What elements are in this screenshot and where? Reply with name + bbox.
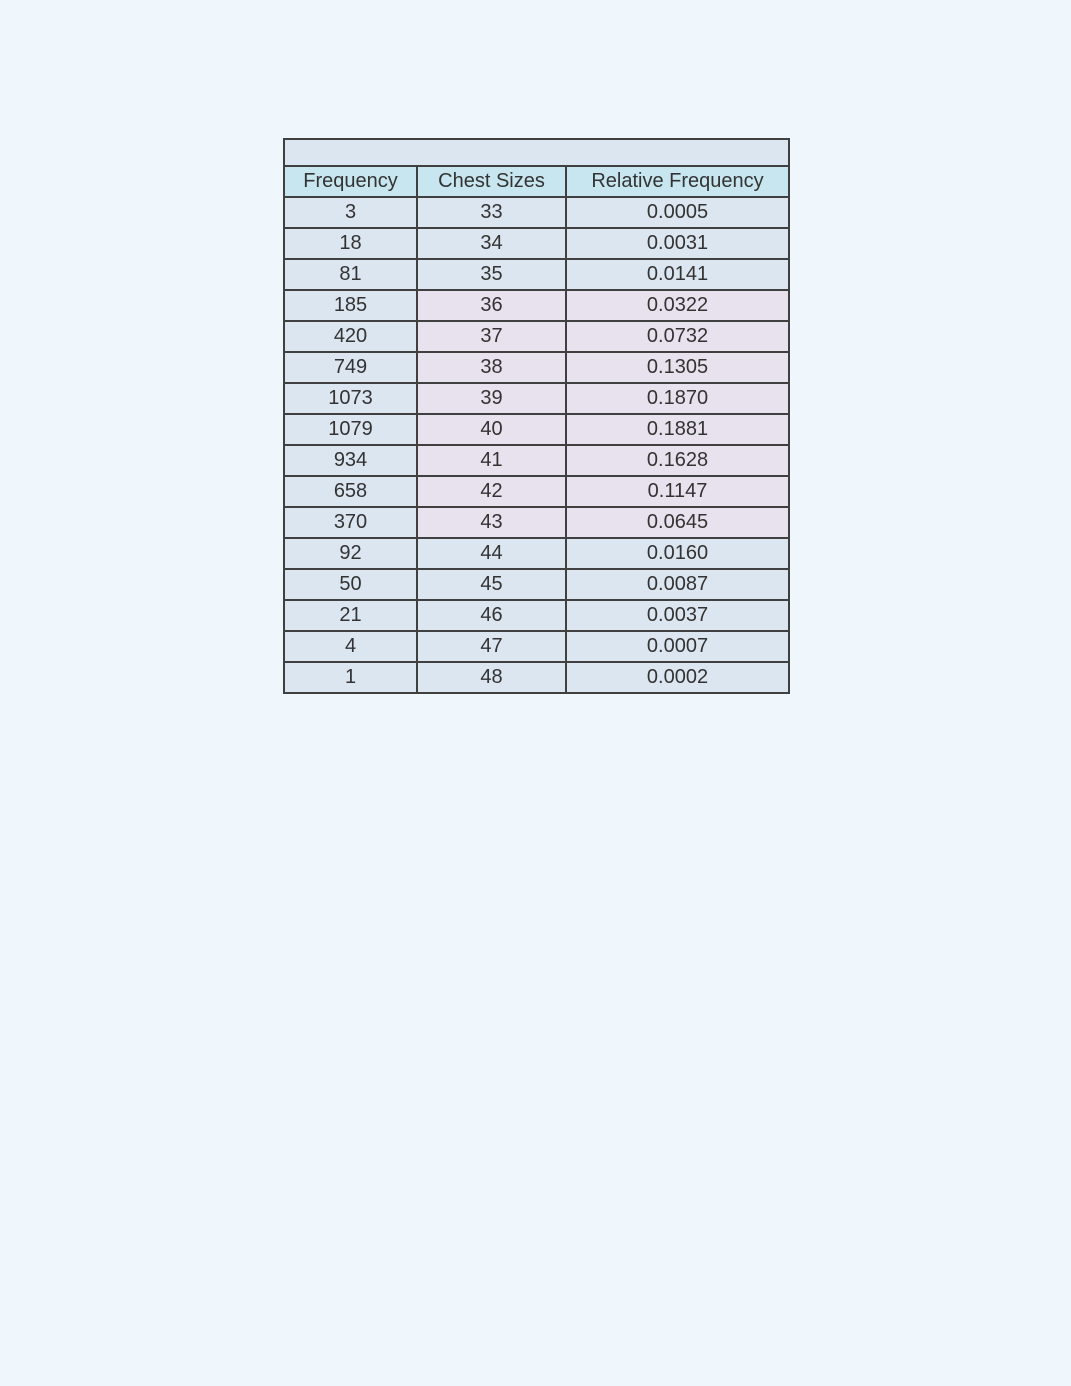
table-body (284, 197, 789, 693)
table-row (284, 476, 789, 507)
cell-frequency: 1079 (284, 414, 417, 445)
cell-frequency: 21 (284, 600, 417, 631)
cell-chest-size: 46 (417, 600, 566, 631)
table-row (284, 445, 789, 476)
table-row (284, 228, 789, 259)
table-row (284, 569, 789, 600)
cell-frequency: 4 (284, 631, 417, 662)
table-row (284, 383, 789, 414)
cell-frequency: 81 (284, 259, 417, 290)
cell-relative-frequency: 0.0322 (566, 290, 789, 321)
cell-frequency: 1 (284, 662, 417, 693)
cell-chest-size: 38 (417, 352, 566, 383)
cell-frequency: 658 (284, 476, 417, 507)
table-row (284, 197, 789, 228)
cell-chest-size: 45 (417, 569, 566, 600)
column-header-frequency: Frequency (284, 166, 417, 197)
cell-frequency: 934 (284, 445, 417, 476)
table-row (284, 507, 789, 538)
table-row (284, 662, 789, 693)
cell-relative-frequency: 0.1305 (566, 352, 789, 383)
table-row (284, 538, 789, 569)
cell-frequency: 50 (284, 569, 417, 600)
cell-relative-frequency: 0.1628 (566, 445, 789, 476)
table-row (284, 352, 789, 383)
column-header-relative-frequency: Relative Frequency (566, 166, 789, 197)
cell-chest-size: 36 (417, 290, 566, 321)
cell-relative-frequency: 0.0002 (566, 662, 789, 693)
cell-relative-frequency: 0.0031 (566, 228, 789, 259)
cell-frequency: 370 (284, 507, 417, 538)
table-row (284, 414, 789, 445)
cell-relative-frequency: 0.0087 (566, 569, 789, 600)
table-row (284, 290, 789, 321)
table-header-row (284, 166, 789, 197)
cell-chest-size: 40 (417, 414, 566, 445)
table-row (284, 321, 789, 352)
cell-frequency: 18 (284, 228, 417, 259)
cell-chest-size: 37 (417, 321, 566, 352)
cell-chest-size: 35 (417, 259, 566, 290)
column-header-chest-sizes: Chest Sizes (417, 166, 566, 197)
cell-relative-frequency: 0.0732 (566, 321, 789, 352)
cell-chest-size: 43 (417, 507, 566, 538)
cell-frequency: 185 (284, 290, 417, 321)
cell-relative-frequency: 0.1870 (566, 383, 789, 414)
cell-chest-size: 39 (417, 383, 566, 414)
cell-chest-size: 48 (417, 662, 566, 693)
frequency-table (283, 138, 790, 694)
cell-frequency: 1073 (284, 383, 417, 414)
cell-chest-size: 41 (417, 445, 566, 476)
cell-chest-size: 47 (417, 631, 566, 662)
table-row (284, 259, 789, 290)
cell-relative-frequency: 0.0645 (566, 507, 789, 538)
table-row (284, 600, 789, 631)
table-blank-row (284, 139, 789, 166)
cell-frequency: 749 (284, 352, 417, 383)
cell-relative-frequency: 0.0160 (566, 538, 789, 569)
table-row (284, 631, 789, 662)
cell-frequency: 420 (284, 321, 417, 352)
cell-chest-size: 33 (417, 197, 566, 228)
cell-chest-size: 42 (417, 476, 566, 507)
cell-relative-frequency: 0.0007 (566, 631, 789, 662)
cell-relative-frequency: 0.0141 (566, 259, 789, 290)
cell-chest-size: 44 (417, 538, 566, 569)
cell-frequency: 3 (284, 197, 417, 228)
blank-merged-cell (284, 139, 789, 166)
cell-frequency: 92 (284, 538, 417, 569)
cell-relative-frequency: 0.0005 (566, 197, 789, 228)
cell-relative-frequency: 0.1881 (566, 414, 789, 445)
cell-chest-size: 34 (417, 228, 566, 259)
cell-relative-frequency: 0.0037 (566, 600, 789, 631)
cell-relative-frequency: 0.1147 (566, 476, 789, 507)
